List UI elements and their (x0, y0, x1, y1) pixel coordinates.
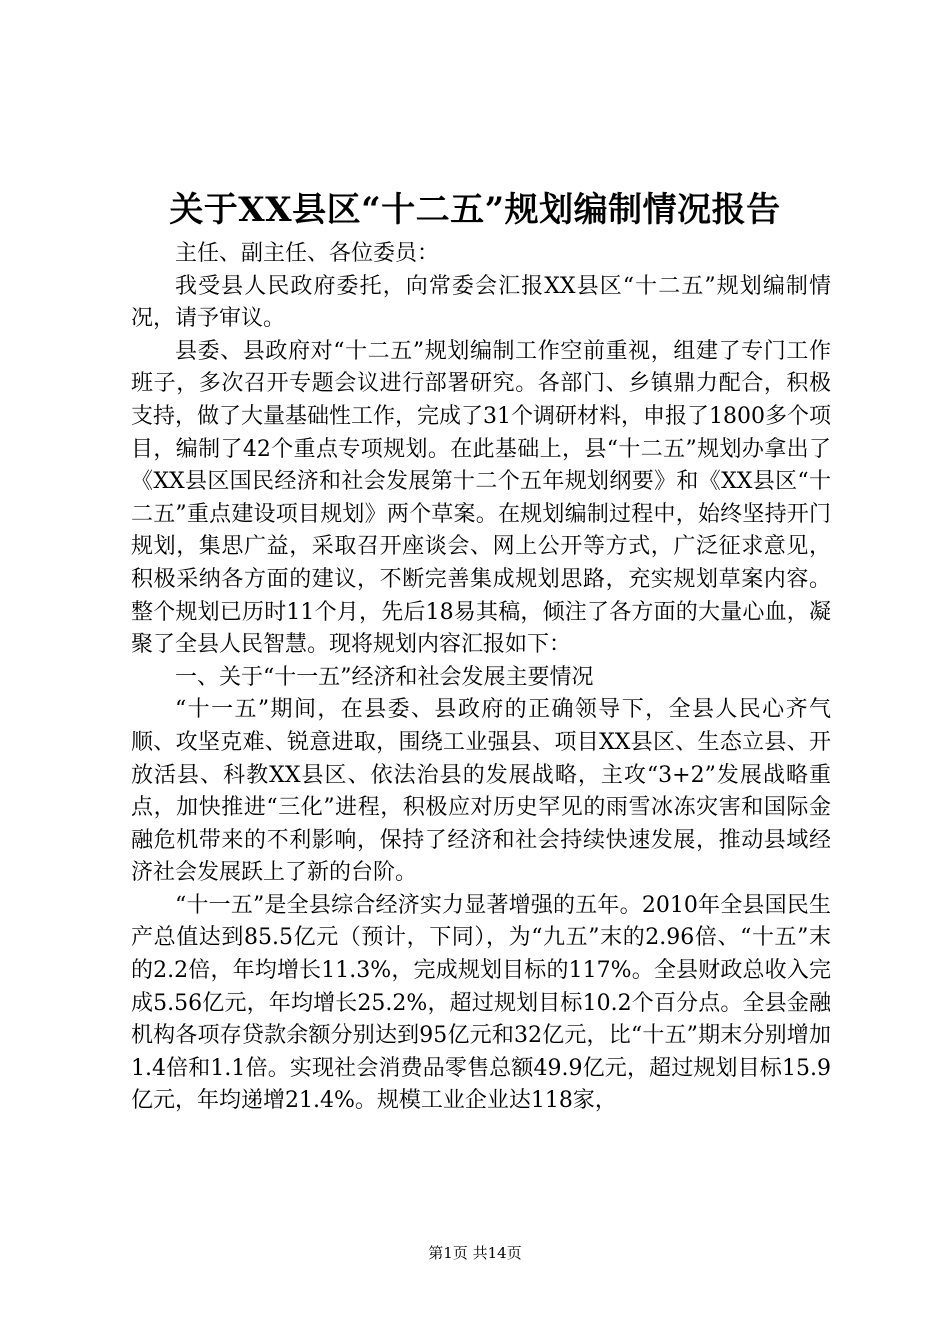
intro-paragraph: 我受县人民政府委托，向常委会汇报XX县区“十二五”规划编制情况，请予审议。 (131, 273, 831, 332)
economic-strength-paragraph: “十一五”是全县综合经济实力显著增强的五年。2010年全县国民生产总值达到85.5亿元（预计，下同），为“九五”末的2.96倍、“十五”末的2.2倍，年均增长11.3%，完成规划目标的117%。全县财政总收入完成5.56亿元，年均增长25.2%，超过规划目标10.2个百分点。全县金融机构各项存贷款余额分别达到95亿元和32亿元，比“十五”期末分别增加1.4倍和1.1倍。实现社会消费品零售总额49.9亿元，超过规划目标15.9亿元，年均递增21.4%。规模工业企业达118家， (131, 892, 832, 1114)
salutation-paragraph: 主任、副主任、各位委员： (175, 241, 440, 266)
document-body (131, 238, 831, 1118)
planning-process-paragraph: 县委、县政府对“十二五”规划编制工作空前重视，组建了专门工作班子，多次召开专题会议进行部署研究。各部门、乡镇鼎力配合，积极支持，做了大量基础性工作，完成了31个调研材料，申报了1800多个项目，编制了42个重点专项规划。在此基础上，县“十二五”规划办拿出了《XX县区国民经济和社会发展第十二个五年规划纲要》和《XX县区“十二五”重点建设项目规划》两个草案。在规划编制过程中，始终坚持开门规划，集思广益，采取召开座谈会、网上公开等方式，广泛征求意见，积极采纳各方面的建议，不断完善集成规划思路，充实规划草案内容。整个规划已历时11个月，先后18易其稿，倾注了各方面的大量心血，凝聚了全县人民智慧。现将规划内容汇报如下： (131, 338, 831, 658)
eleventh-five-year-overview-paragraph: “十一五”期间，在县委、县政府的正确领导下，全县人民心齐气顺、攻坚克难、锐意进取，围绕工业强县、项目XX县区、生态立县、开放活县、科教XX县区、依法治县的发展战略，主攻“3+2”发展战略重点，加快推进“三化”进程，积极应对历史罕见的雨雪冰冻灾害和国际金融危机带来的不利影响，保持了经济和社会持续快速发展，推动县域经济社会发展跃上了新的台阶。 (131, 697, 831, 886)
document-title: 关于XX县区“十二五”规划编制情况报告 (169, 190, 781, 230)
page-footer: 第1页 共14页 (428, 1244, 522, 1262)
section-heading: 一、关于“十一五”经济和社会发展主要情况 (175, 664, 594, 690)
